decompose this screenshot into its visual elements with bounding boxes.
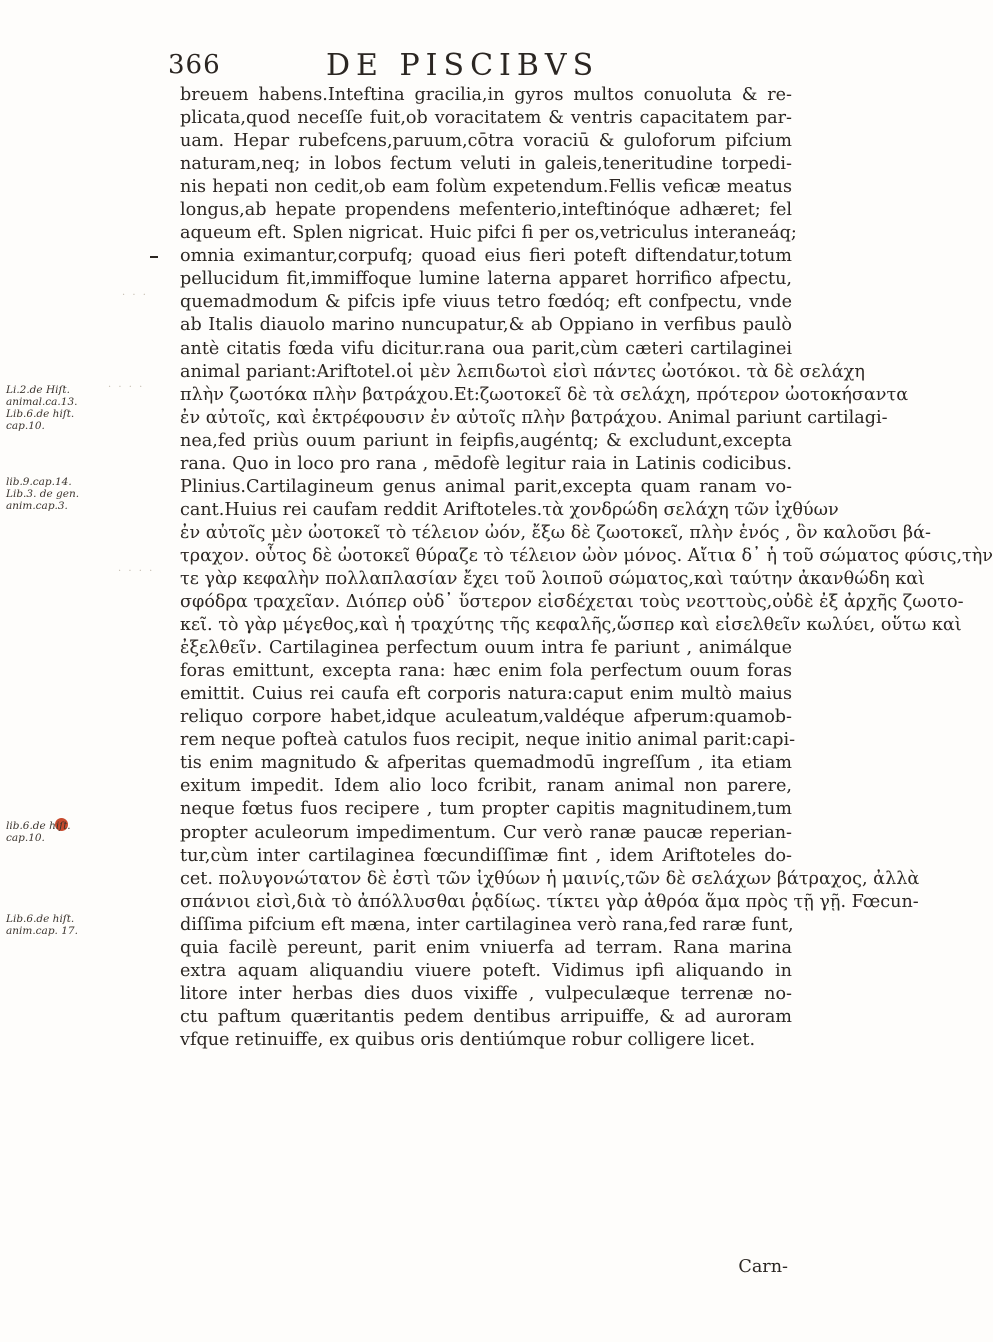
- margin-note-line: Lib.3. de gen.: [6, 488, 80, 500]
- margin-note-line: anim.cap. 17.: [6, 925, 78, 937]
- text-line: exitum impedit. Idem alio loco fcribit, ranam animal non parere,: [180, 776, 792, 797]
- margin-note-line: animal.ca.13.: [6, 396, 78, 408]
- text-line: rem neque pofteà catulos fuos recipit, neque initio animal parit:capi-: [180, 730, 796, 751]
- text-line: nis hepati non cedit,ob eam folùm expetendum.Fellis veficæ meatus: [180, 177, 792, 198]
- text-line: nea,fed priùs ouum pariunt in feipfis,augéntq; & excludunt,excepta: [180, 430, 792, 451]
- text-line: ctu paftum quæritantis pedem dentibus arripuiffe, & ad auroram: [180, 1006, 792, 1027]
- text-line: plicata,quod neceſſe fuit,ob voracitatem & ventris capacitatem par-: [180, 108, 792, 129]
- text-line: ab Italis diauolo marino nuncupatur,& ab Oppiano in verfibus paulò: [180, 315, 792, 336]
- margin-note-line: Lib.6.de hiſt.: [6, 408, 75, 420]
- text-line: τραχον. οὗτος δὲ ὠοτοκεῖ θύραζε τὸ τέλειον ὠὸν μόνος. Αἴτια δ᾽ ἡ τοῦ σώματος φύσις,τὴν: [180, 545, 993, 566]
- text-line: σφόδρα τραχεῖαν. Διόπερ οὐδ᾽ ὕστερον εἰσδέχεται τοὺς νεοττοὺς,οὐδὲ ἐξ ἀρχῆς ζωοτο-: [180, 592, 964, 613]
- margin-note-line: anim.cap.3.: [6, 500, 68, 512]
- text-line: ἐξελθεῖν. Cartilaginea perfectum ouum intra fe pariunt , animálque: [180, 638, 792, 659]
- text-line: tis enim magnitudo & afperitas quemadmodū ingreſſum , ita etiam: [180, 753, 792, 774]
- text-line: quemadmodum & pifcis ipfe viuus tetro fœdóq; eft confpectu, vnde: [180, 292, 792, 313]
- main-text-block: [180, 84, 993, 1052]
- text-line: omnia eximantur,corpufq; quoad eius fieri poteft diftendatur,totum: [180, 246, 792, 267]
- faded-bleedthrough-mark: · · · ·: [118, 566, 155, 577]
- margin-note-line: lib.6.de hiſt.: [6, 820, 71, 832]
- text-line: cant.Huius rei caufam reddit Ariftoteles.τὰ χονδρώδη σελάχη τῶν ἰχθύων: [180, 499, 839, 520]
- text-line: antè citatis fœda vifu dicitur.rana oua parit,cùm cæteri cartilaginei: [180, 338, 792, 359]
- margin-note: [6, 820, 176, 844]
- text-line: σπάνιοι εἰσὶ,διὰ τὸ ἀπόλλυσθαι ῥᾳδίως. τίκτει γὰρ ἀθρόα ἅμα πρὸς τῇ γῇ. Fœcun-: [180, 891, 919, 912]
- text-line: rana. Quo in loco pro rana , mēdofè legitur raia in Latinis codicibus.: [180, 453, 792, 474]
- text-line: neque fœtus fuos recipere , tum propter capitis magnitudinem,tum: [180, 799, 792, 820]
- text-line: ἐν αὐτοῖς μὲν ὠοτοκεῖ τὸ τέλειον ὠόν, ἔξω δὲ ζωοτοκεῖ, πλὴν ἑνός , ὃν καλοῦσι βά-: [180, 522, 931, 543]
- margin-note-line: cap.10.: [6, 420, 45, 432]
- text-line: litore inter herbas dies duos vixiffe , vulpeculæque terrenæ no-: [180, 983, 792, 1004]
- margin-note: [6, 913, 176, 937]
- text-line: pellucidum fit,immiffoque lumine laterna apparet horrifico afpectu,: [180, 269, 792, 290]
- text-line: τε γὰρ κεφαλὴν πολλαπλασίαν ἔχει τοῦ λοιποῦ σώματος,καὶ ταύτην ἀκανθώδη καὶ: [180, 568, 926, 589]
- faded-bleedthrough-mark: · · ·: [122, 290, 148, 301]
- text-line: extra aquam aliquandiu viuere poteft. Vidimus ipfi aliquando in: [180, 960, 792, 981]
- margin-note: [6, 476, 176, 512]
- margin-note-line: Lib.6.de hiſt.: [6, 913, 75, 925]
- margin-note-line: lib.9.cap.14.: [6, 476, 72, 488]
- margin-note-line: cap.10.: [6, 832, 45, 844]
- text-line: animal pariant:Ariftotel.οἱ μὲν λεπιδωτοὶ εἰσὶ πάντες ὠοτόκοι. τὰ δὲ σελάχη: [180, 361, 865, 382]
- margin-note: [6, 384, 176, 432]
- faded-bleedthrough-mark: · · · ·: [108, 382, 145, 393]
- text-line: quia facilè pereunt, parit enim vniuerfa ad terram. Rana marina: [180, 937, 792, 958]
- page-number: 366: [168, 50, 221, 80]
- text-line: uam. Hepar rubefcens,paruum,cōtra voraciū & guloforum pifcium: [180, 131, 792, 152]
- text-line: κεῖ. τὸ γὰρ μέγεθος,καὶ ἡ τραχύτης τῆς κεφαλῆς,ὥσπερ καὶ εἰσελθεῖν κωλύει, οὕτω καὶ: [180, 615, 962, 636]
- text-line: ἐν αὐτοῖς, καὶ ἐκτρέφουσιν ἐν αὐτοῖς πλὴν βατράχου. Animal pariunt cartilagi-: [180, 407, 888, 428]
- text-line: longus,ab hepate propendens mefenterio,inteftinóque adhæret; fel: [180, 200, 792, 221]
- text-line: Plinius.Cartilagineum genus animal parit,excepta quam ranam vo-: [180, 476, 792, 497]
- running-title: DE PISCIBVS: [326, 48, 600, 83]
- text-line: vfque retinuiffe, ex quibus oris dentiúmque robur colligere licet.: [180, 1029, 756, 1050]
- margin-note-line: Li.2.de Hiſt.: [6, 384, 70, 396]
- text-line: diſſima pifcium eft mæna, inter cartilaginea verò rana,fed raræ funt,: [180, 914, 794, 935]
- margin-dash-mark: [150, 256, 158, 258]
- text-line: cet. πολυγονώτατον δὲ ἐστὶ τῶν ἰχθύων ἡ μαινίς,τῶν δὲ σελάχων βάτραχος, ἀλλὰ: [180, 868, 920, 889]
- text-line: πλὴν ζωοτόκα πλὴν βατράχου.Et:ζωοτοκεῖ δὲ τὰ σελάχη, πρότερον ὠοτοκήσαντα: [180, 384, 909, 405]
- catchword: Carn-: [738, 1257, 788, 1277]
- text-line: emittit. Cuius rei caufa eft corporis natura:caput enim multò maius: [180, 684, 792, 705]
- text-line: reliquo corpore habet,idque aculeatum,valdéque afperum:quamob-: [180, 707, 792, 728]
- text-line: aqueum eft. Splen nigricat. Huic pifci fi per os,vetriculus interaneáq;: [180, 223, 797, 244]
- text-line: propter aculeorum impedimentum. Cur verò ranæ paucæ reperian-: [180, 822, 792, 843]
- text-line: foras emittunt, excepta rana: hæc enim fola perfectum ouum foras: [180, 661, 792, 682]
- text-line: breuem habens.Inteftina gracilia,in gyros multos conuoluta & re-: [180, 85, 792, 105]
- text-line: naturam,neq; in lobos fectum veluti in galeis,teneritudine torpedi-: [180, 154, 792, 175]
- text-line: tur,cùm inter cartilaginea fœcundiſſimæ fint , idem Ariftoteles do-: [180, 845, 792, 866]
